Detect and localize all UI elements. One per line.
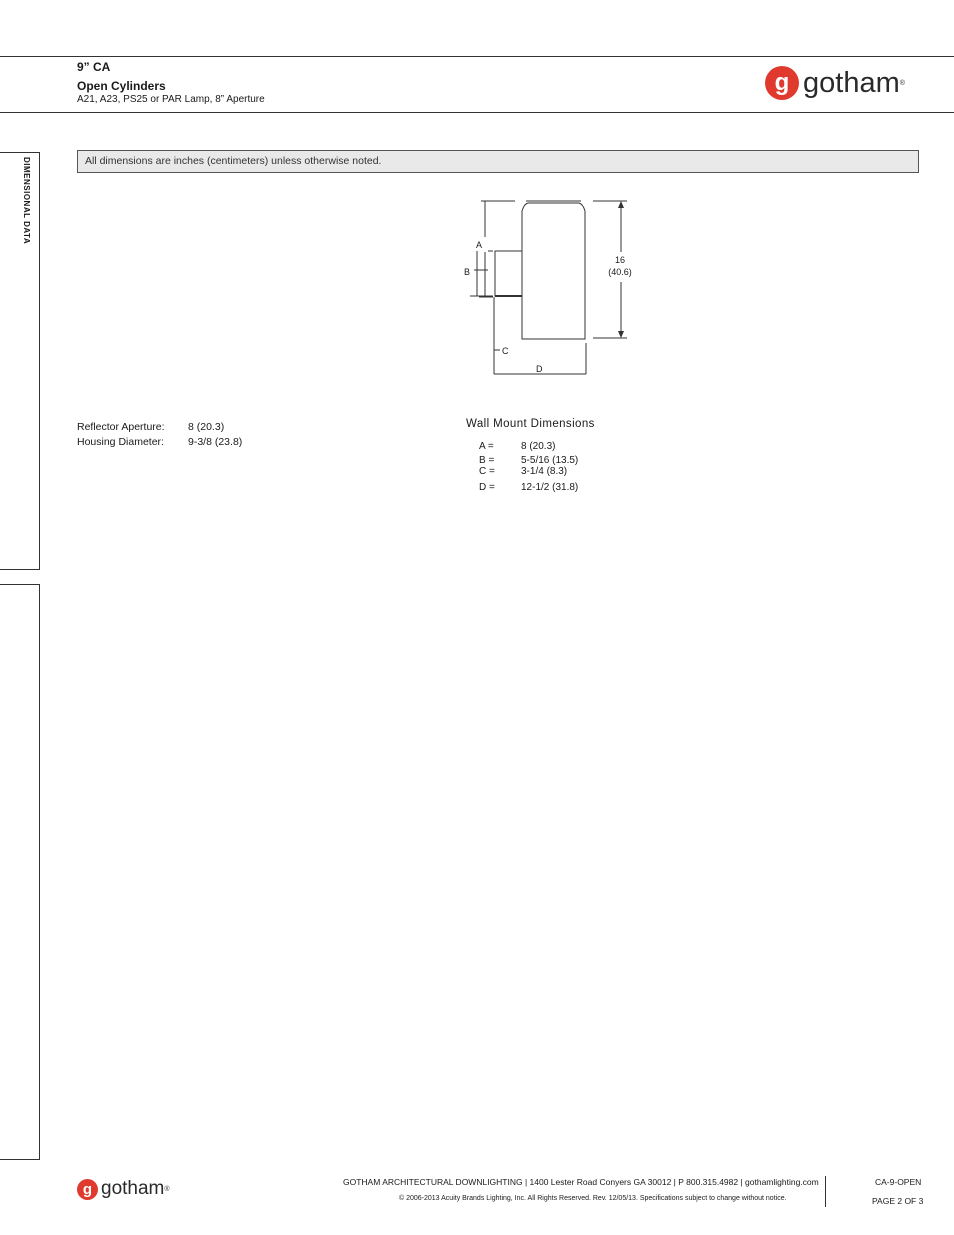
gotham-logo-footer: [77, 1178, 170, 1200]
footer-copyright: © 2006-2013 Acuity Brands Lighting, Inc. All Rights Reserved. Rev. 12/05/13. Specifications subject to change without notice.: [399, 1195, 787, 1202]
gotham-logo-wordmark: gotham: [803, 66, 900, 99]
product-name: Open Cylinders: [77, 79, 166, 93]
dimension-key: C =: [479, 466, 495, 477]
dimension-value: 5-5/16 (13.5): [521, 455, 579, 466]
header-top-rule: [0, 56, 954, 57]
dimension-value: 3-1/4 (8.3): [521, 466, 568, 477]
dim-letter-a: A: [476, 240, 483, 250]
dim-letter-c: C: [502, 346, 509, 356]
dimension-value: 12-1/2 (31.8): [521, 482, 579, 493]
product-subtitle: A21, A23, PS25 or PAR Lamp, 8” Aperture: [77, 94, 265, 105]
dimension-row: [479, 441, 555, 452]
dimension-key: B =: [479, 455, 495, 466]
dim-letter-d: D: [536, 364, 543, 374]
footer-page-number: PAGE 2 OF 3: [872, 1196, 924, 1206]
spec-label: Reflector Aperture:: [77, 421, 165, 433]
height-dimension-value: 16: [614, 255, 626, 265]
spec-label: Housing Diameter:: [77, 436, 164, 448]
footer-address: GOTHAM ARCHITECTURAL DOWNLIGHTING | 1400 Lester Road Conyers GA 30012 | P 800.315.4982 | gothamlighting.com: [343, 1177, 819, 1187]
registered-mark: ®: [164, 1185, 170, 1193]
dimension-value: 8 (20.3): [521, 441, 556, 452]
product-model: 9” CA: [77, 60, 111, 74]
spec-row: [77, 436, 242, 448]
side-tab-lower: [0, 584, 40, 1160]
side-tab-label: DIMENSIONAL DATA: [22, 157, 31, 245]
spec-value: 9-3/8 (23.8): [188, 436, 243, 448]
gotham-logo-wordmark: gotham: [101, 1178, 165, 1199]
height-dimension-metric: (40.6): [608, 267, 632, 277]
side-tab-dimensional: [0, 152, 40, 570]
dimension-row: [479, 466, 567, 477]
units-note: All dimensions are inches (centimeters) unless otherwise noted.: [77, 150, 919, 173]
gotham-logo-header: [765, 66, 905, 100]
dimension-row: [479, 455, 578, 466]
wall-mount-title: Wall Mount Dimensions: [466, 418, 595, 430]
dimension-key: A =: [479, 441, 494, 452]
registered-mark: ®: [899, 79, 905, 87]
cylinder-body: [522, 203, 585, 339]
dimension-key: D =: [479, 482, 495, 493]
footer-divider: [825, 1176, 826, 1207]
wall-bracket: [495, 251, 522, 296]
header-bottom-rule: [0, 112, 954, 113]
gotham-logo-mark-icon: g: [77, 1179, 98, 1200]
spec-value: 8 (20.3): [188, 421, 225, 433]
footer-doc-id: CA-9-OPEN: [875, 1177, 922, 1187]
spec-row: [77, 421, 224, 433]
dimension-row: [479, 482, 578, 493]
gotham-logo-mark-icon: g: [765, 66, 799, 100]
dim-letter-b: B: [464, 267, 471, 277]
